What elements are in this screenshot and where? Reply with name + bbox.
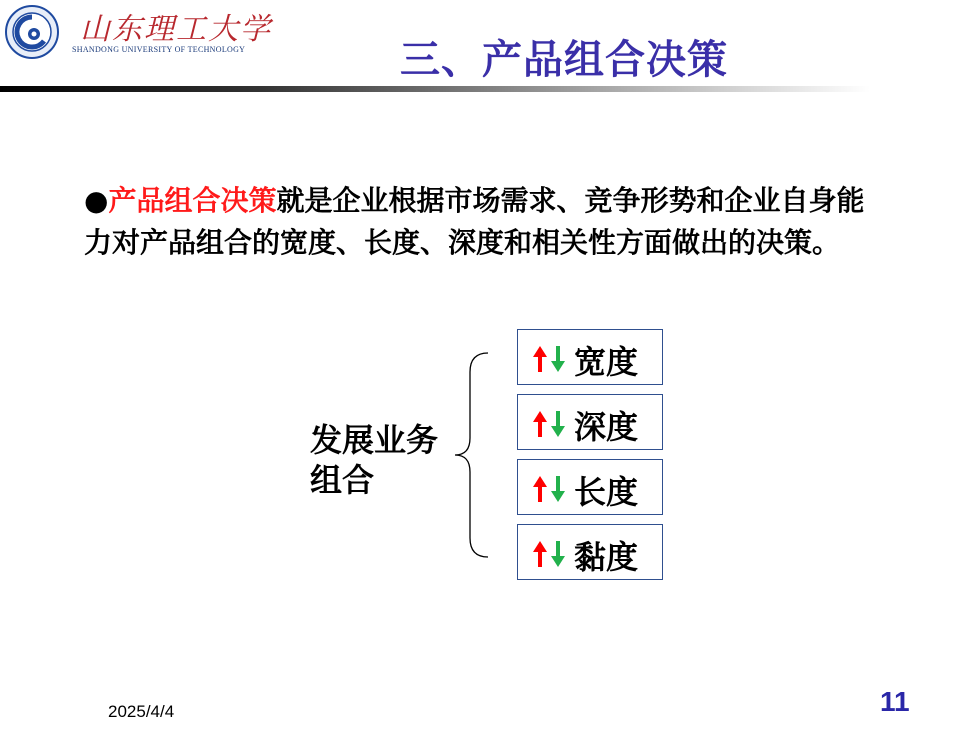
dimension-label: 黏度: [574, 538, 639, 576]
logo-english-name: SHANDONG UNIVERSITY OF TECHNOLOGY: [72, 45, 246, 54]
footer-date: 2025/4/4: [108, 702, 175, 721]
dimension-box-width: [517, 329, 663, 385]
up-down-arrows-icon: [530, 539, 570, 569]
definition-text: 就是企业根据市场需求、竞争形势和企业自身能力对产品组合的宽度、长度、深度和相关性方面做出的决策。: [84, 184, 865, 259]
slide-title: 三、产品组合决策: [400, 37, 728, 83]
university-logo: [4, 2, 272, 60]
dimension-label: 深度: [574, 408, 639, 446]
logo-chinese-name: 山东理工大学: [80, 12, 272, 47]
dimension-box-consistency: [517, 524, 663, 580]
bullet-icon: ●: [84, 184, 109, 217]
up-down-arrows-icon: [530, 474, 570, 504]
highlighted-term: 产品组合决策: [108, 184, 277, 217]
title-divider: [0, 86, 870, 92]
dimension-label: 长度: [574, 473, 639, 511]
page-number: 11: [880, 686, 910, 717]
dimension-box-depth: [517, 394, 663, 450]
business-combination-label: 发展业务组合: [310, 421, 439, 499]
curly-brace-icon: [450, 350, 490, 560]
dimension-label: 宽度: [574, 343, 639, 381]
up-down-arrows-icon: [530, 344, 570, 374]
definition-paragraph: [84, 180, 884, 264]
university-emblem-icon: [4, 4, 60, 60]
dimension-box-length: [517, 459, 663, 515]
up-down-arrows-icon: [530, 409, 570, 439]
